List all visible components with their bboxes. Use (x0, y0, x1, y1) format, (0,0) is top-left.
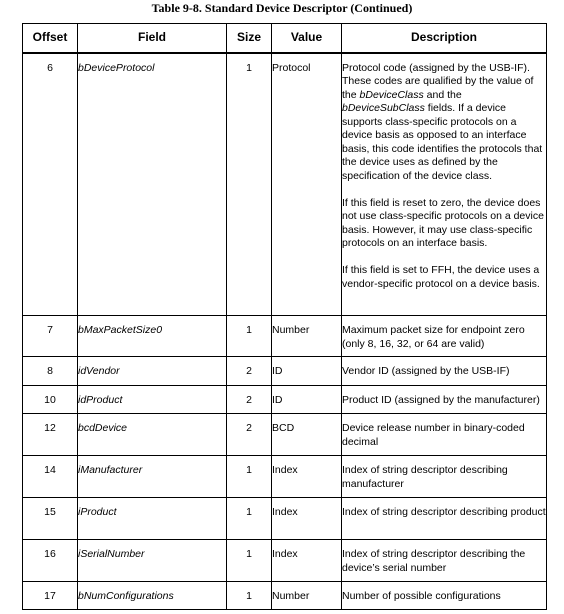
cell-value: Number (272, 316, 342, 357)
header-field: Field (78, 24, 227, 53)
description-text: Protocol code (assigned by the USB-IF). These codes are qualified by the value of the (342, 61, 534, 101)
cell-description: Device release number in binary-coded decimal (342, 414, 547, 456)
description-field-ref: bDeviceClass (359, 88, 424, 101)
cell-offset: 16 (23, 540, 78, 582)
cell-description: Number of possible configurations (342, 582, 547, 610)
cell-field: iProduct (78, 498, 227, 540)
table-row (23, 53, 547, 316)
table-row (23, 414, 547, 456)
table-row (23, 456, 547, 498)
cell-description: Product ID (assigned by the manufacturer) (342, 386, 547, 414)
cell-size: 1 (227, 540, 272, 582)
cell-size: 1 (227, 316, 272, 357)
cell-offset: 14 (23, 456, 78, 498)
description-paragraph (342, 62, 546, 184)
cell-field: iSerialNumber (78, 540, 227, 582)
cell-description: Index of string descriptor describing the device’s serial number (342, 540, 547, 582)
cell-offset: 8 (23, 357, 78, 386)
header-description: Description (342, 24, 547, 53)
cell-description: Index of string descriptor describing product (342, 498, 547, 540)
device-descriptor-table (22, 23, 547, 610)
cell-size: 1 (227, 582, 272, 610)
cell-value: Index (272, 456, 342, 498)
table-row (23, 357, 547, 386)
description-paragraph: If this field is reset to zero, the device does not use class-specific protocols on a device basis. However, it may use class-specific protocols on an interface basis. (342, 196, 544, 249)
cell-offset: 7 (23, 316, 78, 357)
cell-size: 1 (227, 53, 272, 316)
header-value: Value (272, 24, 342, 53)
cell-value: Index (272, 498, 342, 540)
cell-field: iManufacturer (78, 456, 227, 498)
cell-offset: 12 (23, 414, 78, 456)
cell-value: Number (272, 582, 342, 610)
cell-description: Vendor ID (assigned by the USB-IF) (342, 357, 547, 386)
cell-size: 1 (227, 456, 272, 498)
header-row (23, 24, 547, 53)
cell-offset: 17 (23, 582, 78, 610)
table-row (23, 316, 547, 357)
cell-value: Index (272, 540, 342, 582)
description-paragraph: If this field is set to FFH, the device uses a vendor-specific protocol on a device basis. (342, 264, 540, 290)
header-offset: Offset (23, 24, 78, 53)
cell-size: 1 (227, 498, 272, 540)
cell-field: idVendor (78, 357, 227, 386)
table-row (23, 498, 547, 540)
description-text: fields. If a device supports class-specific protocols on a device basis as opposed to an interface basis, this code identifies the protocols that the device uses as defined by the specification of the device class. (342, 102, 543, 182)
cell-field: bMaxPacketSize0 (78, 316, 227, 357)
cell-offset: 6 (23, 53, 78, 316)
table-row (23, 540, 547, 582)
cell-size: 2 (227, 357, 272, 386)
description-field-ref: bDeviceSubClass (342, 102, 425, 114)
table-caption: Table 9-8. Standard Device Descriptor (Continued) (151, 1, 413, 15)
description-text: and the (423, 88, 462, 101)
table-row (23, 582, 547, 610)
cell-field: bDeviceProtocol (78, 53, 227, 316)
cell-size: 2 (227, 386, 272, 414)
table-row (23, 386, 547, 414)
cell-description: Maximum packet size for endpoint zero (only 8, 16, 32, or 64 are valid) (342, 316, 547, 357)
cell-field: idProduct (78, 386, 227, 414)
header-size: Size (227, 24, 272, 53)
cell-offset: 15 (23, 498, 78, 540)
cell-description: Index of string descriptor describing manufacturer (342, 456, 547, 498)
cell-description (342, 53, 547, 316)
cell-value: BCD (272, 414, 342, 456)
cell-value: Protocol (272, 53, 342, 316)
cell-size: 2 (227, 414, 272, 456)
cell-value: ID (272, 386, 342, 414)
cell-field: bcdDevice (78, 414, 227, 456)
cell-value: ID (272, 357, 342, 386)
cell-field: bNumConfigurations (78, 582, 227, 610)
cell-offset: 10 (23, 386, 78, 414)
